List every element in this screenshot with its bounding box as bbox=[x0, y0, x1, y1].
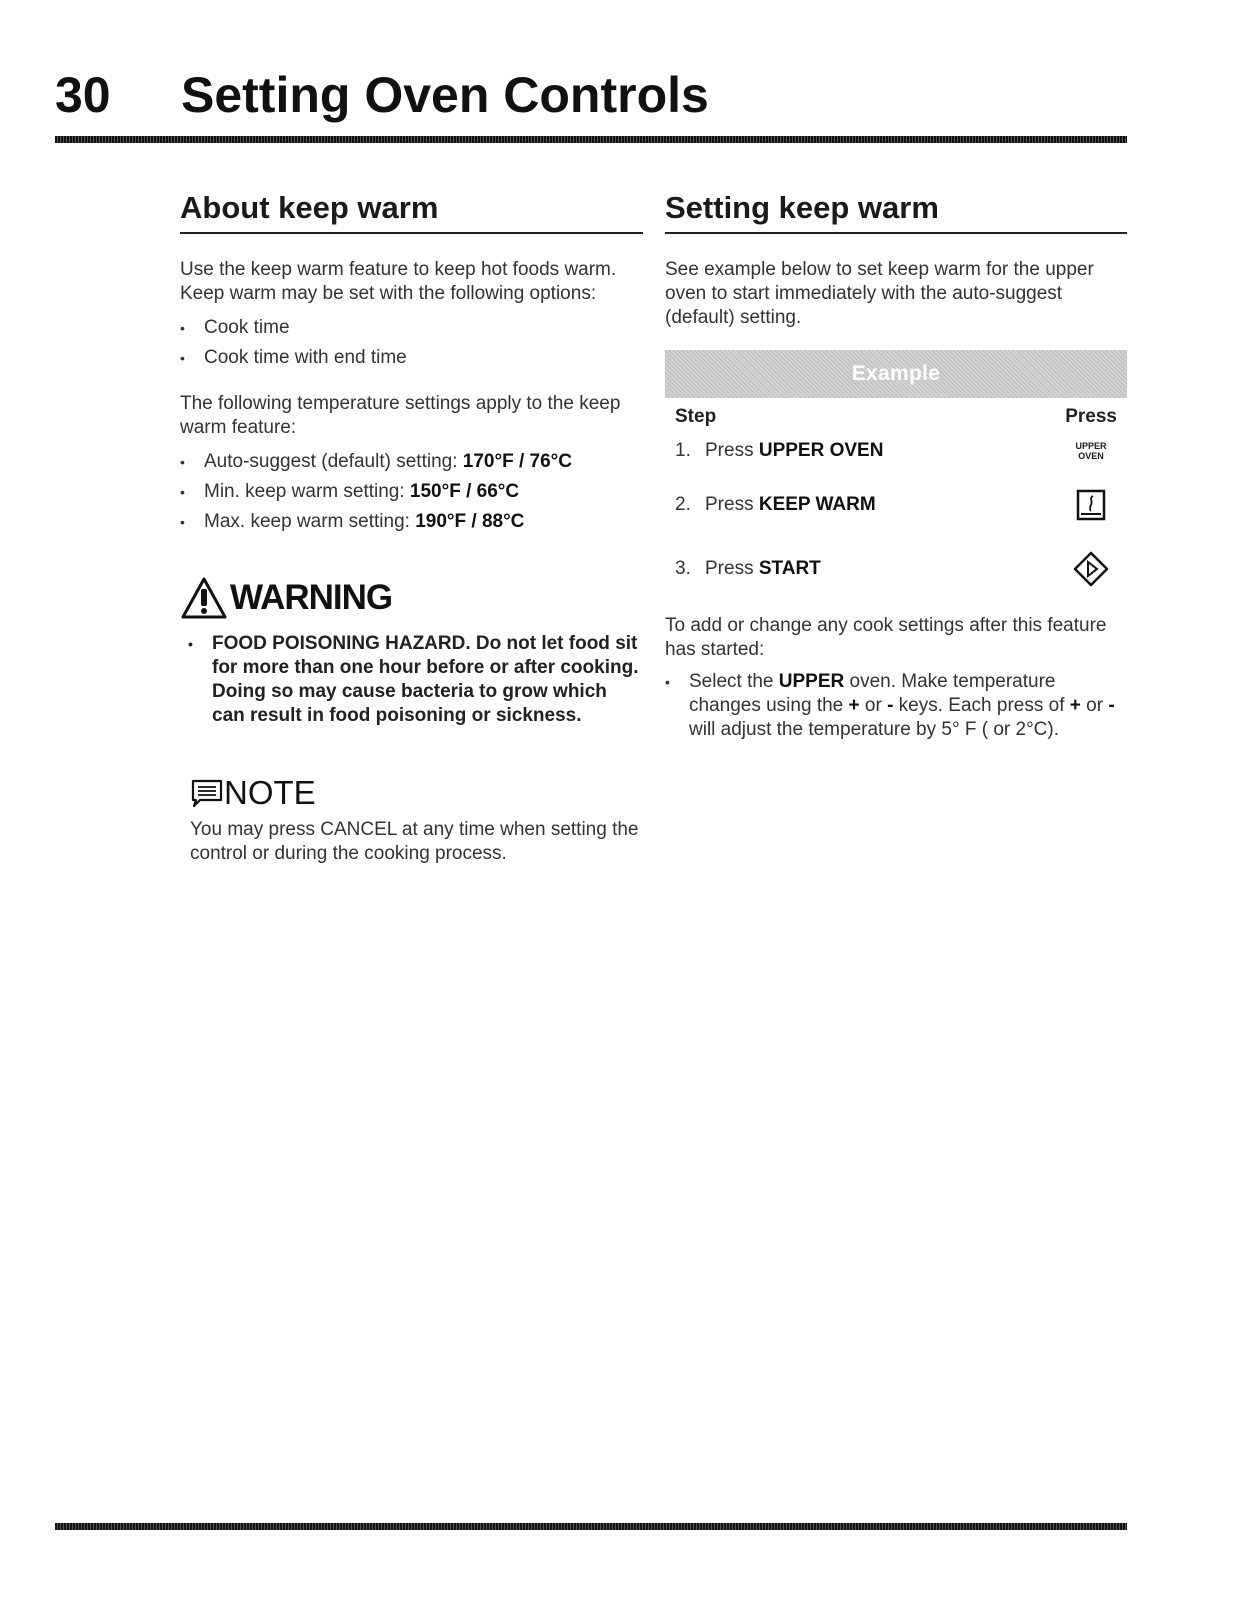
step-number: 1. bbox=[675, 440, 691, 461]
temp-value: 190°F / 88°C bbox=[415, 511, 525, 532]
footer-rule bbox=[55, 1523, 1127, 1530]
step-number: 3. bbox=[675, 558, 691, 579]
step-prefix: Press bbox=[705, 440, 759, 461]
warning-text: • FOOD POISONING HAZARD. Do not let food sit for more than one hour before or after cooking. Doing so may cause bacteria to grow which can result in food poisoning or sickness. bbox=[180, 632, 643, 728]
page-number: 30 bbox=[55, 67, 111, 123]
steps-header bbox=[665, 398, 1127, 428]
note-icon bbox=[190, 778, 224, 808]
example-label: Example bbox=[851, 362, 941, 385]
temps-list bbox=[180, 450, 643, 534]
step-key: KEEP WARM bbox=[758, 494, 876, 515]
setting-intro: See example below to set keep warm for the upper oven to start immediately with the auto-suggest (default) setting. bbox=[665, 259, 1094, 328]
section-heading-setting: Setting keep warm bbox=[665, 190, 1127, 234]
text-bold: UPPER bbox=[778, 671, 845, 692]
list-item bbox=[180, 480, 643, 504]
page-title: Setting Oven Controls bbox=[181, 67, 709, 123]
temp-label: Max. keep warm setting: bbox=[204, 511, 416, 532]
text-run: or bbox=[859, 695, 888, 716]
about-keep-warm-section bbox=[180, 190, 643, 866]
options-list bbox=[180, 316, 643, 370]
warning-heading bbox=[180, 576, 643, 620]
step-number: 2. bbox=[675, 494, 691, 515]
after-list bbox=[665, 670, 1127, 742]
note-text: You may press CANCEL at any time when setting the control or during the cooking process. bbox=[190, 819, 639, 864]
after-intro: To add or change any cook settings after this feature has started: bbox=[665, 615, 1107, 660]
example-banner bbox=[665, 350, 1127, 398]
step-prefix: Press bbox=[705, 494, 759, 515]
page-header bbox=[55, 58, 1125, 138]
note-label: NOTE bbox=[224, 774, 316, 811]
text-run: or bbox=[1080, 695, 1109, 716]
warning-list bbox=[180, 632, 643, 728]
step-prefix: Press bbox=[705, 558, 759, 579]
header-rule bbox=[55, 136, 1127, 143]
note-heading bbox=[190, 774, 643, 812]
step-text bbox=[675, 558, 821, 580]
upper-oven-key-line2: OVEN bbox=[1078, 451, 1104, 461]
upper-oven-key-line1: UPPER bbox=[1075, 441, 1107, 451]
text-bold: + bbox=[1069, 695, 1081, 716]
step-row bbox=[665, 430, 1127, 472]
step-column-header: Step bbox=[675, 406, 717, 427]
keep-warm-key bbox=[1065, 489, 1117, 521]
keep-warm-icon bbox=[1076, 489, 1106, 521]
start-key bbox=[1065, 551, 1117, 587]
setting-keep-warm-section bbox=[665, 190, 1127, 742]
warning-label: WARNING bbox=[230, 578, 393, 617]
list-item bbox=[665, 670, 1127, 742]
step-key: UPPER OVEN bbox=[758, 440, 884, 461]
text-bold: - bbox=[1108, 695, 1115, 716]
start-icon bbox=[1073, 551, 1109, 587]
about-intro: Use the keep warm feature to keep hot foods warm. Keep warm may be set with the following options: bbox=[180, 259, 617, 304]
temp-label: Min. keep warm setting: bbox=[204, 481, 410, 502]
text-run: oven. Make temperature changes using the bbox=[689, 671, 1056, 716]
text-run: keys. Each press of bbox=[893, 695, 1070, 716]
list-item bbox=[180, 510, 643, 534]
text-bold: + bbox=[848, 695, 860, 716]
warning-triangle-icon bbox=[180, 576, 228, 620]
section-heading-about: About keep warm bbox=[180, 190, 643, 234]
text-run: will adjust the temperature by 5° F ( or 2°C). bbox=[689, 719, 1059, 740]
step-key: START bbox=[758, 558, 821, 579]
text-run: Select the bbox=[689, 671, 779, 692]
press-column-header: Press bbox=[1065, 406, 1117, 427]
step-text bbox=[675, 494, 876, 516]
text-bold: - bbox=[887, 695, 894, 716]
upper-oven-key bbox=[1065, 441, 1117, 461]
temp-value: 170°F / 76°C bbox=[462, 451, 572, 472]
list-item bbox=[180, 450, 643, 474]
list-item: • Cook time bbox=[180, 316, 643, 340]
temp-value: 150°F / 66°C bbox=[409, 481, 520, 502]
list-item: • Cook time with end time bbox=[180, 346, 643, 370]
step-text bbox=[675, 440, 883, 462]
temp-intro: The following temperature settings apply to the keep warm feature: bbox=[180, 393, 621, 438]
temp-label: Auto-suggest (default) setting: bbox=[204, 451, 463, 472]
step-row bbox=[665, 538, 1127, 600]
step-row bbox=[665, 476, 1127, 534]
